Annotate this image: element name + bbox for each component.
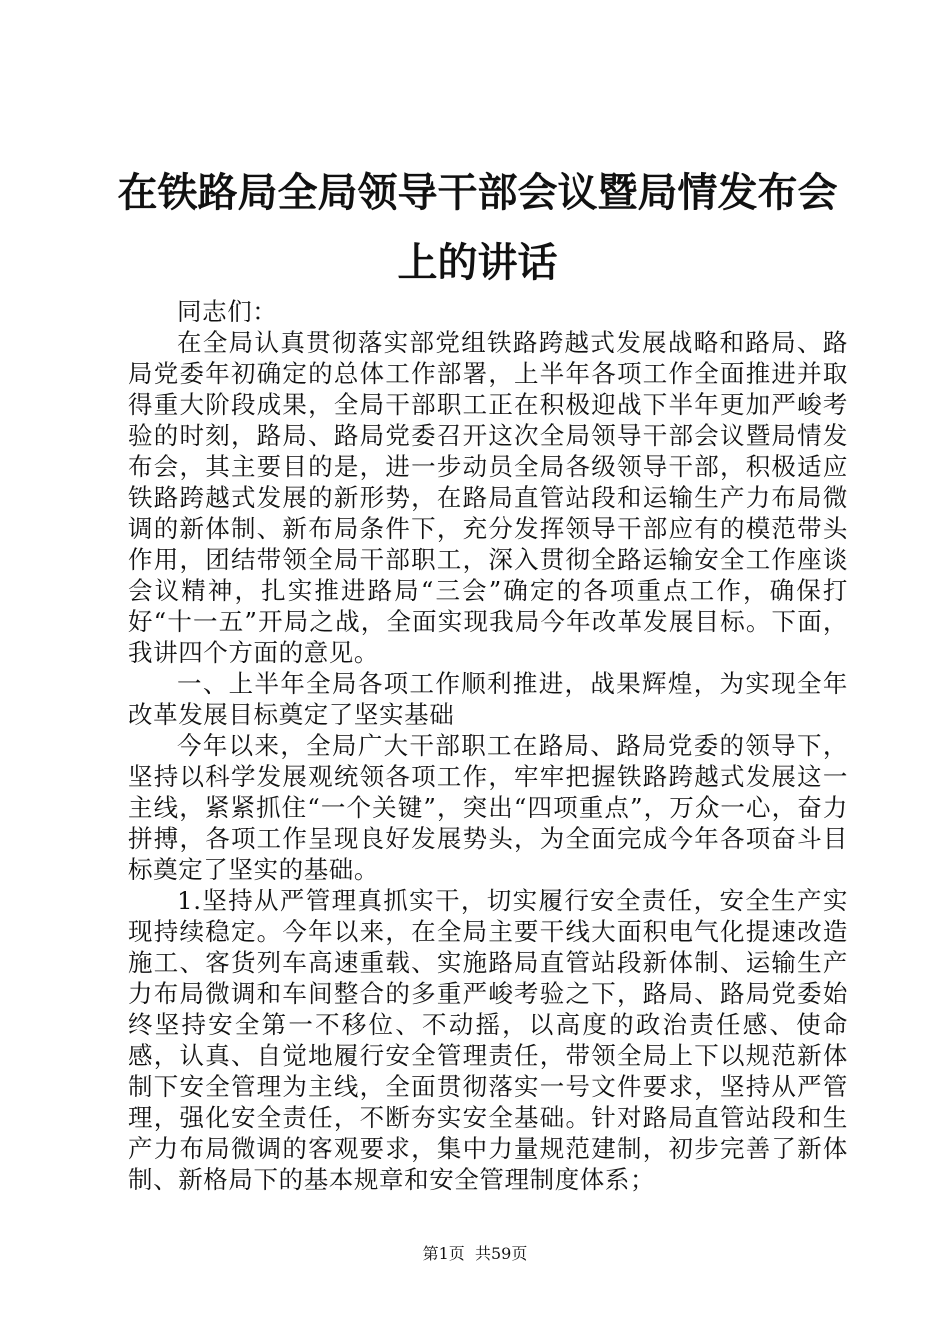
document-body (128, 296, 848, 1195)
page-footer (0, 1244, 950, 1264)
salutation: 同志们： (177, 297, 278, 326)
document-title: 在铁路局全局领导干部会议暨局情发布会上的讲话 (117, 170, 838, 286)
paragraph-point-1: 1.坚持从严管理真抓实干，切实履行安全责任，安全生产实现持续稳定。今年以来，在全局主要干线大面积电气化提速改造施工、客货列车高速重载、实施路局直管站段新体制、运输生产力布局微调和车间整合的多重严峻考验之下，路局、路局党委始终坚持安全第一不移位、不动摇，以高度的政治责任感、使命感，认真、自觉地履行安全管理责任，带领全局上下以规范新体制下安全管理为主线，全面贯彻落实一号文件要求，坚持从严管理，强化安全责任，不断夯实安全基础。针对路局直管站段和生产力布局微调的客观要求，集中力量规范建制，初步完善了新体制、新格局下的基本规章和安全管理制度体系； (128, 886, 848, 1194)
page-total: 共59页 (474, 1244, 528, 1263)
paragraph-intro: 在全局认真贯彻落实部党组铁路跨越式发展战略和路局、路局党委年初确定的总体工作部署，上半年各项工作全面推进并取得重大阶段成果，全局干部职工正在积极迎战下半年更加严峻考验的时刻，路局、路局党委召开这次全局领导干部会议暨局情发布会，其主要目的是，进一步动员全局各级领导干部，积极适应铁路跨越式发展的新形势，在路局直管站段和运输生产力布局微调的新体制、新布局条件下，充分发挥领导干部应有的模范带头作用，团结带领全局干部职工，深入贯彻全路运输安全工作座谈会议精神，扎实推进路局“三会”确定的各项重点工作，确保打好“十一五”开局之战，全面实现我局今年改革发展目标。下面，我讲四个方面的意见。 (128, 328, 848, 667)
section-heading-1: 一、上半年全局各项工作顺利推进，战果辉煌，为实现全年改革发展目标奠定了坚实基础 (128, 669, 848, 729)
page-number: 第1页 (422, 1244, 465, 1263)
paragraph-overview: 今年以来，全局广大干部职工在路局、路局党委的领导下，坚持以科学发展观统领各项工作，牢牢把握铁路跨越式发展这一主线，紧紧抓住“一个关键”，突出“四项重点”，万众一心，奋力拼搏，各项工作呈现良好发展势头，为全面完成今年各项奋斗目标奠定了坚实的基础。 (128, 731, 848, 884)
